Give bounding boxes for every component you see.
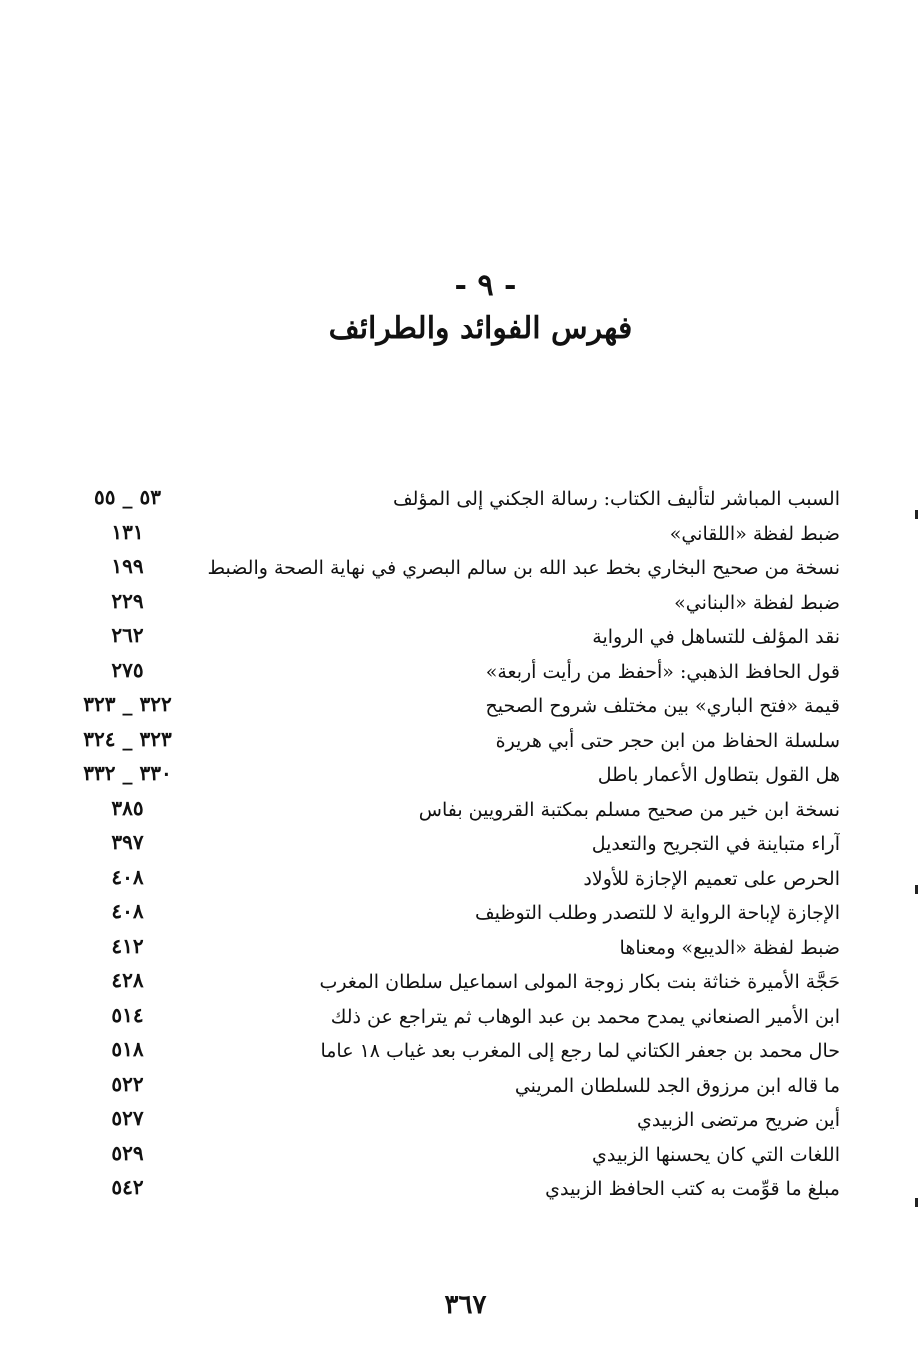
entry-title: ابن الأمير الصنعاني يمدح محمد بن عبد الوهاب ثم يتراجع عن ذلك <box>330 1005 840 1028</box>
entry-pages: ٤٠٨ <box>111 899 144 923</box>
index-entry <box>70 933 840 968</box>
entry-pages: ٤٢٨ <box>111 968 144 992</box>
index-entry <box>70 519 840 554</box>
entry-pages: ٣٢٣ _ ٣٢٤ <box>83 726 172 751</box>
entry-pages: ١٩٩ <box>111 554 144 578</box>
index-entry <box>70 760 840 795</box>
entry-pages: ٢٧٥ <box>111 657 144 682</box>
index-entry <box>70 1002 840 1037</box>
entry-title: سلسلة الحفاظ من ابن حجر حتى أبي هريرة <box>495 729 840 752</box>
entry-title: ضبط لفظة «اللقاني» <box>669 522 840 545</box>
index-entry <box>70 1140 840 1175</box>
index-entry <box>70 657 840 692</box>
entry-title: ما قاله ابن مرزوق الجد للسلطان المريني <box>514 1074 840 1097</box>
entry-title: هل القول بتطاول الأعمار باطل <box>597 764 840 786</box>
entry-title: حَجَّة الأميرة خناثة بنت بكار زوجة المولى اسماعيل سلطان المغرب <box>319 971 840 993</box>
index-entry <box>70 1036 840 1071</box>
entry-pages: ٣٣٠ _ ٣٣٢ <box>83 761 172 785</box>
entry-pages: ٣٢٢ _ ٣٢٣ <box>83 692 172 716</box>
entry-title: نسخة من صحيح البخاري بخط عبد الله بن سالم البصري في نهاية الصحة والضبط <box>207 557 840 579</box>
entry-pages: ٥٣ _ ٥٥ <box>94 485 161 509</box>
index-entry <box>70 622 840 657</box>
entry-title: مبلغ ما قوِّمت به كتب الحافظ الزبيدي <box>545 1178 840 1200</box>
entry-pages: ٥٤٢ <box>111 1175 144 1199</box>
entry-pages: ٣٨٥ <box>111 795 144 820</box>
index-entry <box>70 795 840 830</box>
entry-title: نقد المؤلف للتساهل في الرواية <box>592 626 840 648</box>
entry-pages: ٤١٢ <box>111 933 144 958</box>
entry-pages: ١٣١ <box>111 519 144 544</box>
entry-title: اللغات التي كان يحسنها الزبيدي <box>592 1143 840 1166</box>
index-entry <box>70 829 840 864</box>
index-list <box>70 484 840 1209</box>
entry-pages: ٥٢٩ <box>111 1140 144 1165</box>
entry-title: نسخة ابن خير من صحيح مسلم بمكتبة القرويين بفاس <box>418 798 840 821</box>
index-entry <box>70 864 840 899</box>
scan-edge-mark <box>915 1198 918 1207</box>
entry-title: الحرص على تعميم الإجازة للأولاد <box>583 867 840 890</box>
scan-edge-mark <box>915 510 918 519</box>
scan-edge-mark <box>915 885 918 894</box>
index-entry <box>70 1071 840 1106</box>
index-entry <box>70 1174 840 1209</box>
page-number: ٣٦٧ <box>444 1290 487 1320</box>
page-title: فهرس الفوائد والطرائف <box>328 311 633 346</box>
index-entry <box>70 967 840 1002</box>
entry-pages: ٣٩٧ <box>111 830 144 854</box>
index-entry <box>70 691 840 726</box>
entry-pages: ٢٢٩ <box>111 588 144 613</box>
section-number: - ٩ - <box>454 268 517 303</box>
entry-title: حال محمد بن جعفر الكتاني لما رجع إلى المغرب بعد غياب ١٨ عاما <box>320 1040 840 1062</box>
entry-title: ضبط لفظة «البناني» <box>674 591 840 614</box>
index-entry <box>70 484 840 519</box>
entry-title: ضبط لفظة «الديبع» ومعناها <box>619 936 840 959</box>
index-entry <box>70 726 840 761</box>
entry-title: الإجازة لإباحة الرواية لا للتصدر وطلب التوظيف <box>475 902 840 924</box>
entry-pages: ٤٠٨ <box>111 864 144 889</box>
entry-pages: ٢٦٢ <box>111 623 144 647</box>
entry-pages: ٥٢٢ <box>111 1071 144 1096</box>
entry-title: السبب المباشر لتأليف الكتاب: رسالة الجكني إلى المؤلف <box>392 488 840 510</box>
index-entry <box>70 1105 840 1140</box>
entry-title: أين ضريح مرتضى الزبيدي <box>637 1109 840 1131</box>
entry-title: قول الحافظ الذهبي: «أحفظ من رأيت أربعة» <box>485 660 840 683</box>
entry-title: قيمة «فتح الباري» بين مختلف شروح الصحيح <box>485 695 840 717</box>
index-entry <box>70 898 840 933</box>
entry-pages: ٥٢٧ <box>111 1106 144 1130</box>
index-entry <box>70 588 840 623</box>
entry-pages: ٥١٨ <box>111 1037 144 1061</box>
entry-pages: ٥١٤ <box>111 1002 144 1027</box>
entry-title: آراء متباينة في التجريح والتعديل <box>591 833 840 855</box>
index-entry <box>70 553 840 588</box>
